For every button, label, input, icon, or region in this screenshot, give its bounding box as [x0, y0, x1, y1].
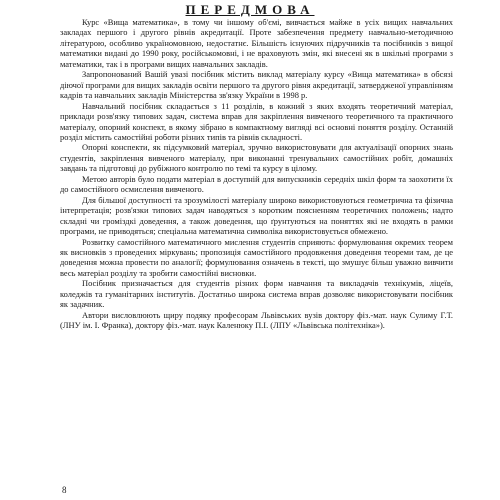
paragraph-5: Метою авторів було подати матеріал в доступній для випускників середніх шкіл форм та заохотити їх до самостійного осмислення вивченого.	[60, 173, 453, 195]
paragraph-4: Опорні конспекти, як підсумковий матеріал, зручно використовувати для актуалізації опорних знань студентів, закріплення вивченого матеріалу, при виконанні тренувальних самостійних робіт, домашніх завдань та підготовці до рубіжного контролю по темі та курсу в цілому.	[60, 142, 453, 174]
page-title: ПЕРЕДМОВА	[185, 2, 315, 17]
body-text	[60, 17, 453, 331]
paragraph-3: Навчальний посібник складається з 11 розділів, в кожний з яких входять теоретичний матеріал, приклади розв'язку типових задач, система вправ для закріплення вивченого теоретичного та практичного матеріалу, опорний конспект, в якому зібрано в компактному вигляді всі основні поняття розділу. Останній розділ містить самостійні роботи різних типів та рівнів складності.	[60, 100, 453, 142]
paragraph-6: Для більшої доступності та зрозумілості матеріалу широко використовуються геометрична та фізична інтерпретація; розв'язки типових задач наводяться з коротким поясненням теоретичних положень; надто складні чи громіздкі доведення, а також доведення, що ґрунтуються на поняттях які не входять в рамки програми, не приводяться; спеціальна математична символіка використовується обмежено.	[60, 194, 453, 237]
paragraph-9: Автори висловлюють щиру подяку професорам Львівських вузів доктору фіз.-мат. наук Сулиму Г.Т. (ЛНУ ім. І. Франка), доктору фіз.-мат. наук Каленюку П.І. (ЛПУ «Львівська політехніка»).	[60, 309, 453, 331]
paragraph-1: Курс «Вища математика», в тому чи іншому об'ємі, вивчається майже в усіх вищих навчальних закладах першого і другого рівнів акредитації. Проте забезпечення предмету навчально-методичною літературою, особливо україномовною, недостатнє. Більшість існуючих підручників та посібників з вищої математики видані до 1990 року, російськомовні, і не враховують змін, які внесені як в шкільні програми з математики, так і в програми вищих навчальних закладів.	[60, 17, 453, 69]
paragraph-8: Посібник призначається для студентів різних форм навчання та викладачів технікумів, ліцеїв, коледжів та гуманітарних інститутів. Достатньо широка система вправ дозволяє використовувати посібник як задачник.	[60, 278, 453, 310]
paragraph-7: Розвитку самостійного математичного мислення студентів сприяють: формулювання окремих теорем як висновків з проведених міркувань; пропозиція самостійного продовження доведення теореми там, де це доведення можна провести по аналогії; формулювання означень в тексті, що змушує більш уважно вивчити весь матеріал розділу та зробити самостійні висновки.	[60, 236, 453, 278]
paragraph-2: Запропонований Вашій увазі посібник містить виклад матеріалу курсу «Вища математика» в обсязі діючої програми для вищих закладів освіти першого та другого рівня акредитації, затвердженої управлінням кадрів та навчальних закладів Міністерства зв'язку України в 1998 р.	[60, 69, 453, 101]
page-number: 8	[62, 485, 67, 495]
